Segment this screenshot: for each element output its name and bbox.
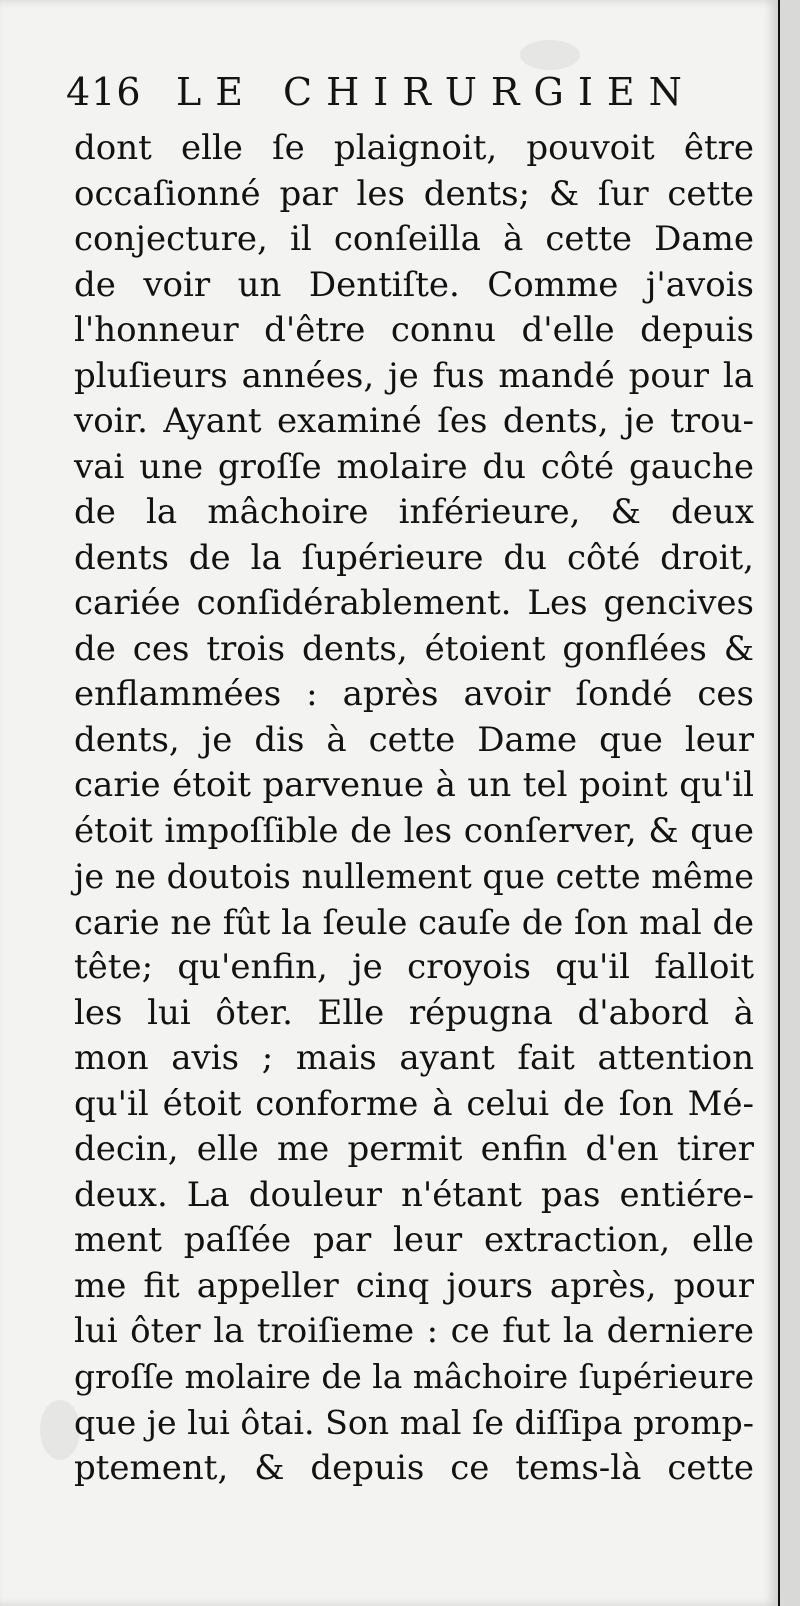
text-line: de voir un Dentiſte. Comme j'avois [74,264,754,305]
text-line: ment paſſée par leur extraction, elle [74,1220,754,1260]
text-line: me fit appeller cinq jours après, pour [74,1265,754,1306]
text-line: que je lui ôtai. Son mal ſe diſſipa promp- [74,1403,754,1442]
paper-stain [520,40,580,70]
text-line: occaſionné par les dents; & ſur cette [74,173,754,214]
text-line: voir. Ayant examiné ſes dents, je trou- [74,401,754,441]
page-header [66,70,726,126]
text-line: dont elle ſe plaignoit, pouvoit être [74,128,754,168]
text-line: conjecture, il conſeilla à cette Dame [74,219,754,259]
text-line: groſſe molaire de la mâchoire ſupérieure [74,1357,754,1396]
text-line: l'honneur d'être connu d'elle depuis [74,310,754,350]
page-edge [778,0,800,1606]
text-line: mon avis ; mais ayant fait attention [74,1038,754,1078]
text-line: de ces trois dents, étoient gonflées & [74,628,754,669]
text-line: qu'il étoit conforme à celui de ſon Mé- [74,1083,754,1124]
text-line: deux. La douleur n'étant pas entiére- [74,1174,754,1215]
text-line: je ne doutois nullement que cette même [74,857,754,896]
text-line: ptement, & depuis ce tems-là cette [74,1447,754,1488]
text-line: cariée conſidérablement. Les gencives [74,583,754,623]
text-line: carie étoit parvenue à un tel point qu'il [74,765,754,805]
page-number: 416 [66,70,142,114]
text-line: étoit impoſſible de les conſerver, & que [74,810,754,851]
text-line: enflammées : après avoir ſondé ces [74,674,754,714]
text-line: vai une groſſe molaire du côté gauche [74,446,754,487]
text-line: lui ôter la troiſieme : ce fut la derniere [74,1311,754,1351]
body-text [74,126,754,1491]
text-line: pluſieurs années, je fus mandé pour la [74,355,754,396]
text-line: les lui ôter. Elle répugna d'abord à [74,992,754,1033]
text-line: dents, je dis à cette Dame que leur [74,719,754,760]
text-line: de la mâchoire inférieure, & deux [74,492,754,532]
text-line: decin, elle me permit enfin d'en tirer [74,1129,754,1169]
running-head: LE CHIRURGIEN [176,70,696,114]
text-line: tête; qu'enfin, je croyois qu'il falloit [74,947,754,987]
text-line: dents de la ſupérieure du côté droit, [74,537,754,578]
text-line: carie ne fût la ſeule cauſe de ſon mal de [74,902,754,942]
